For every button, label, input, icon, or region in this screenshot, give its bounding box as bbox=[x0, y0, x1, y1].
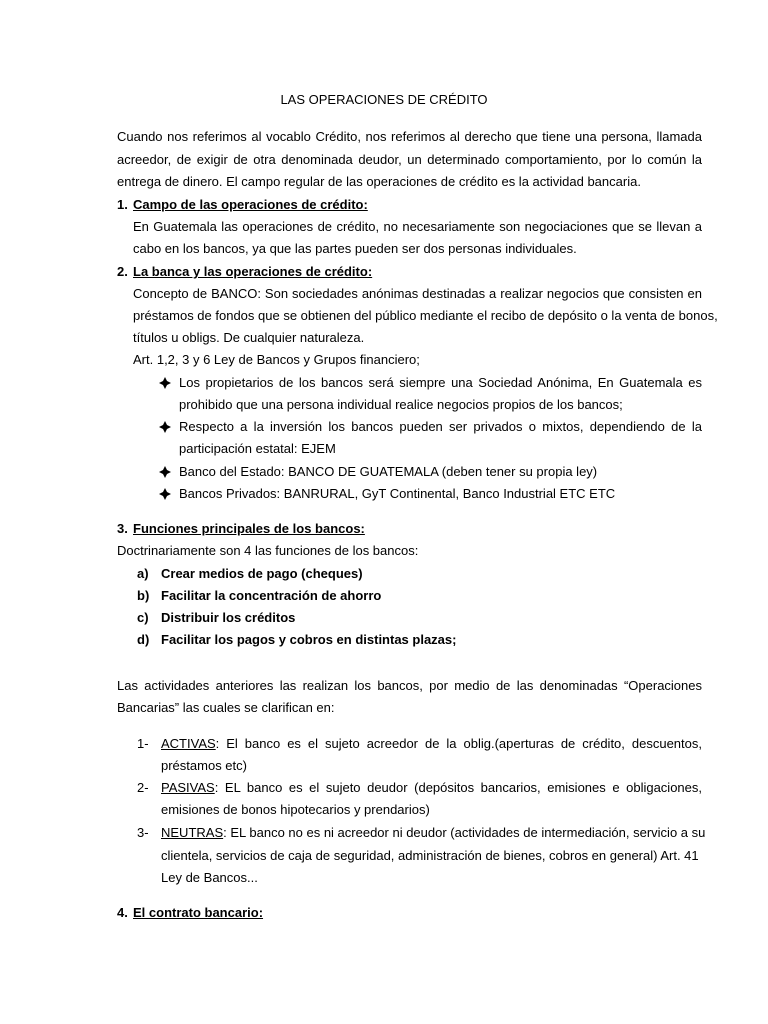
section1-line-2: cabo en los bancos, ya que las partes pueden ser dos personas individuales. bbox=[133, 241, 577, 256]
section2-number: 2. bbox=[117, 264, 128, 279]
section4-number: 4. bbox=[117, 905, 128, 920]
diamond-bullet-icon bbox=[158, 487, 172, 501]
activities-line-2: Bancarias” las cuales se clarifican en: bbox=[117, 700, 335, 715]
operation-number: 3- bbox=[137, 825, 149, 840]
function-text: Facilitar la concentración de ahorro bbox=[161, 588, 382, 603]
operation-description: : EL banco no es ni acreedor ni deudor (actividades de intermediación, servicio a su bbox=[223, 825, 706, 840]
section1-line-1: En Guatemala las operaciones de crédito, no necesariamente son negociaciones que se llevan a bbox=[133, 219, 702, 234]
bullet-2-line-1: Respecto a la inversión los bancos pueden ser privados o mixtos, dependiendo de la bbox=[179, 419, 702, 434]
function-text: Crear medios de pago (cheques) bbox=[161, 566, 363, 581]
section2-line-1: Concepto de BANCO: Son sociedades anónimas destinadas a realizar negocios que consisten en bbox=[133, 286, 702, 301]
section1-heading: Campo de las operaciones de crédito: bbox=[133, 197, 368, 212]
operation-number: 2- bbox=[137, 780, 149, 795]
function-text: Distribuir los créditos bbox=[161, 610, 296, 625]
function-letter: c) bbox=[137, 610, 149, 625]
bullet-4-line-1: Bancos Privados: BANRURAL, GyT Continental, Banco Industrial ETC ETC bbox=[179, 486, 616, 501]
operation-3-line-1 bbox=[161, 825, 706, 841]
operation-2-line-2: emisiones de bonos hipotecarios y prendarios) bbox=[161, 802, 430, 817]
operation-1-line-1 bbox=[161, 736, 702, 752]
section3-intro: Doctrinariamente son 4 las funciones de los bancos: bbox=[117, 543, 419, 558]
operation-3-line-2: clientela, servicios de caja de seguridad, administración de bienes, cobros en general) Art. 41 bbox=[161, 848, 699, 863]
intro-line-2: acreedor, de exigir de otra denominada deudor, un determinado comportamiento, por lo común la bbox=[117, 152, 702, 167]
function-letter: a) bbox=[137, 566, 149, 581]
operation-1-line-2: préstamos etc) bbox=[161, 758, 247, 773]
bullet-1-line-1: Los propietarios de los bancos será siempre una Sociedad Anónima, En Guatemala es bbox=[179, 375, 702, 390]
operation-description: : EL banco es el sujeto deudor (depósitos bancarios, emisiones e obligaciones, bbox=[214, 780, 702, 795]
function-letter: b) bbox=[137, 588, 150, 603]
function-letter: d) bbox=[137, 632, 150, 647]
diamond-bullet-icon bbox=[158, 465, 172, 479]
operation-term: NEUTRAS bbox=[161, 825, 224, 840]
diamond-bullet-icon bbox=[158, 420, 172, 434]
function-text: Facilitar los pagos y cobros en distintas plazas; bbox=[161, 632, 457, 647]
bullet-1-line-2: prohibido que una persona individual realice negocios propios de los bancos; bbox=[179, 397, 623, 412]
section3-heading: Funciones principales de los bancos: bbox=[133, 521, 365, 536]
document-title: LAS OPERACIONES DE CRÉDITO bbox=[280, 92, 488, 107]
section2-line-4: Art. 1,2, 3 y 6 Ley de Bancos y Grupos financiero; bbox=[133, 352, 420, 367]
section2-heading: La banca y las operaciones de crédito: bbox=[133, 264, 373, 279]
operation-3-line-3: Ley de Bancos... bbox=[161, 870, 258, 885]
diamond-bullet-icon bbox=[158, 376, 172, 390]
operation-2-line-1 bbox=[161, 780, 702, 796]
activities-line-1: Las actividades anteriores las realizan los bancos, por medio de las denominadas “Operaciones bbox=[117, 678, 702, 693]
intro-line-1: Cuando nos referimos al vocablo Crédito, nos referimos al derecho que tiene una persona, llamada bbox=[117, 129, 702, 144]
operation-term: PASIVAS bbox=[161, 780, 215, 795]
section2-line-2: préstamos de fondos que se obtienen del público mediante el recibo de depósito o la venta de bonos, bbox=[133, 308, 718, 323]
operation-description: : El banco es el sujeto acreedor de la oblig.(aperturas de crédito, descuentos, bbox=[215, 736, 702, 751]
section4-heading: El contrato bancario: bbox=[133, 905, 264, 920]
section2-line-3: títulos u obligs. De cualquier naturaleza. bbox=[133, 330, 365, 345]
operation-number: 1- bbox=[137, 736, 149, 751]
section1-number: 1. bbox=[117, 197, 128, 212]
bullet-3-line-1: Banco del Estado: BANCO DE GUATEMALA (deben tener su propia ley) bbox=[179, 464, 598, 479]
operation-term: ACTIVAS bbox=[161, 736, 216, 751]
section3-number: 3. bbox=[117, 521, 128, 536]
intro-line-3: entrega de dinero. El campo regular de las operaciones de crédito es la actividad bancaria. bbox=[117, 174, 641, 189]
bullet-2-line-2: participación estatal: EJEM bbox=[179, 441, 336, 456]
